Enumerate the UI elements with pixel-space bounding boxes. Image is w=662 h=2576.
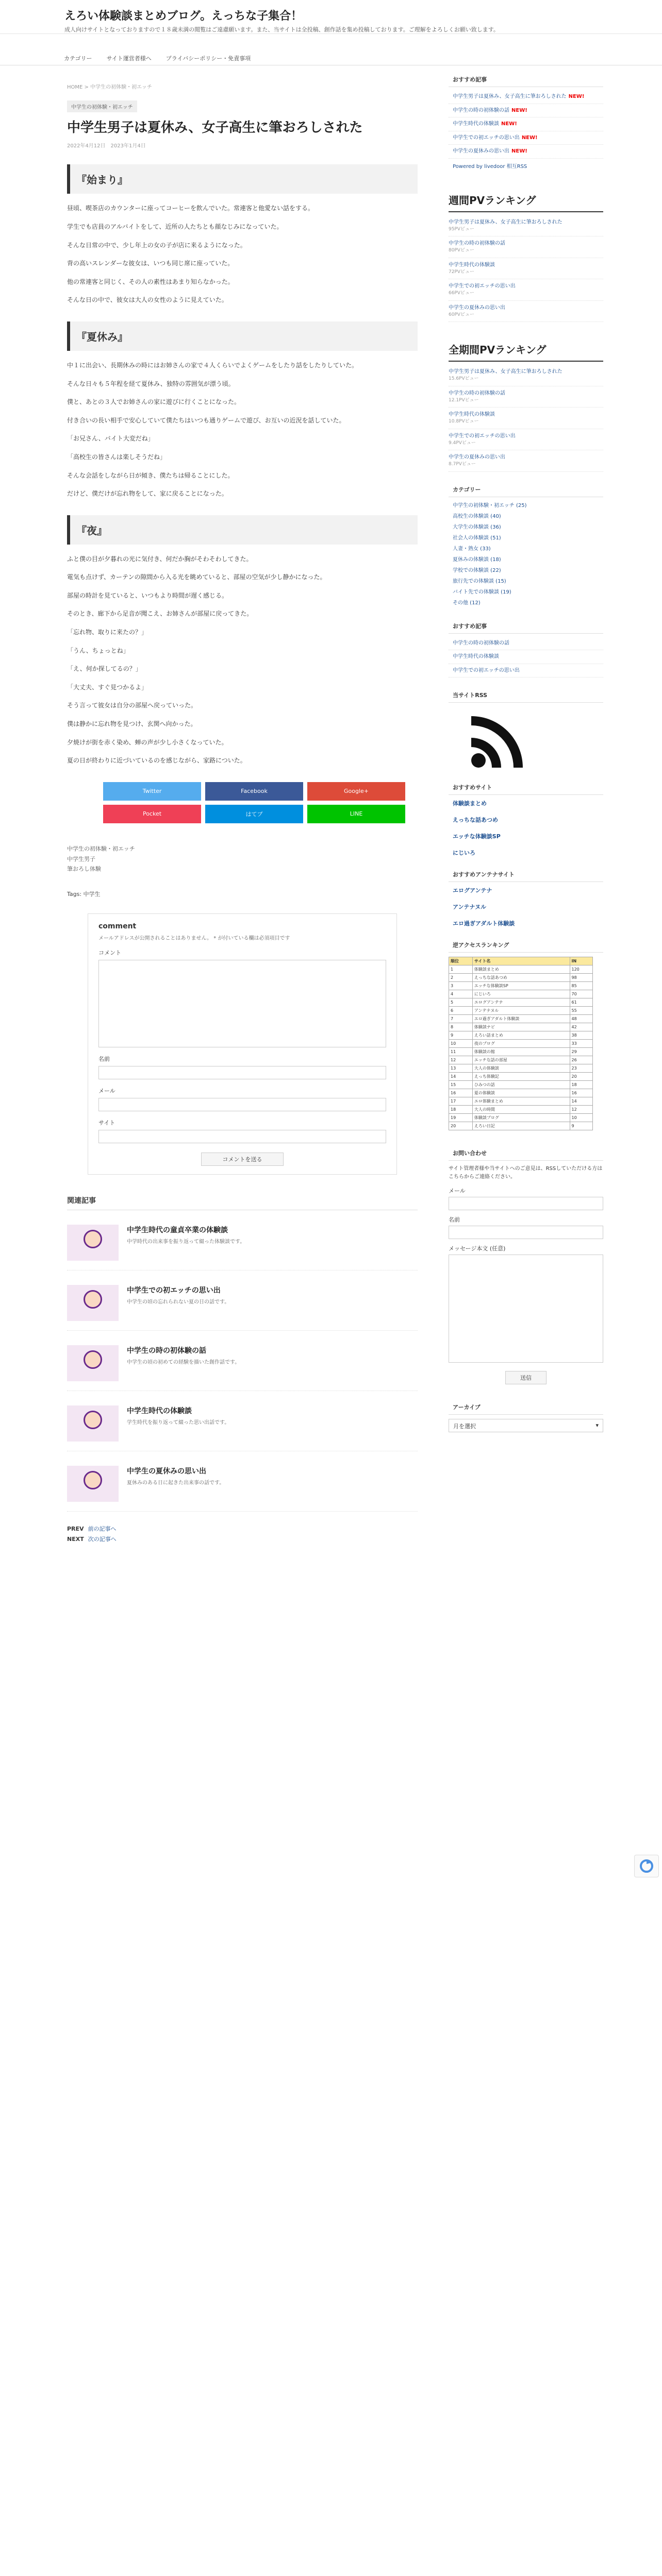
- all-ranking-list: [449, 365, 603, 472]
- share-buttons: [67, 782, 418, 823]
- paragraph: 付き合いの長い相手で安心していて僕たちはいつも通りゲームで遊び、お互いの近況を話していた。: [67, 416, 345, 424]
- ranking-pv: 12.1PVビュー: [449, 397, 479, 403]
- share-button-2[interactable]: [307, 782, 405, 801]
- section-heading: 『始まり』: [67, 164, 418, 194]
- form-send-button[interactable]: 送信: [505, 1371, 547, 1384]
- prev-link[interactable]: 前の記事へ: [88, 1526, 117, 1533]
- category-item[interactable]: 高校生の体験談 (40): [453, 513, 501, 519]
- table-cell[interactable]: エロ体験まとめ: [472, 1097, 570, 1106]
- category-item[interactable]: 大学生の体験談 (36): [453, 524, 501, 530]
- related-thumbnail: [67, 1405, 119, 1442]
- recommend2-item[interactable]: 中学生の時の初体験の話: [449, 637, 603, 651]
- table-cell[interactable]: えっちな話あつめ: [472, 974, 570, 982]
- paragraph: そのとき、廊下から足音が聞こえ、お姉さんが部屋に戻ってきた。: [67, 610, 253, 618]
- paragraph: だけど、僕だけが忘れ物をして、家に戻ることになった。: [67, 490, 228, 498]
- ranking-pv: 8.7PVビュー: [449, 462, 476, 467]
- site-link[interactable]: 体験談まとめ: [453, 800, 487, 807]
- table-cell: 2: [449, 974, 473, 982]
- ranking-item[interactable]: [449, 215, 603, 237]
- new-badge: NEW!: [511, 148, 527, 154]
- name-field[interactable]: [98, 1066, 386, 1079]
- ranking-pv: 95PVビュー: [449, 226, 475, 232]
- related-item[interactable]: [67, 1405, 418, 1451]
- table-cell: 17: [449, 1097, 473, 1106]
- comment-label: コメント: [98, 950, 121, 957]
- recommend2-list: [449, 637, 603, 678]
- related-heading: 関連記事: [67, 1195, 418, 1210]
- table-cell[interactable]: 夏の体験談: [472, 1089, 570, 1097]
- paragraph: そんな日常の中で、少し年上の女の子が店に来るようになった。: [67, 241, 246, 249]
- table-cell: 1: [449, 965, 473, 974]
- main-content: [67, 82, 418, 1545]
- antenna-link[interactable]: エログアンテナ: [453, 887, 492, 894]
- recommend-heading: おすすめ記事: [449, 72, 603, 87]
- table-cell: 120: [570, 965, 593, 974]
- share-button-0[interactable]: [103, 782, 201, 801]
- table-cell: IN: [570, 957, 593, 965]
- form-message-input[interactable]: [449, 1255, 603, 1363]
- recommend-item[interactable]: [449, 117, 603, 131]
- site-link[interactable]: にじいろ: [453, 850, 475, 856]
- global-nav: [0, 50, 662, 65]
- table-row: [449, 1056, 593, 1064]
- table-cell[interactable]: にじいろ: [472, 990, 570, 998]
- table-row: [449, 1073, 593, 1081]
- category-item[interactable]: 人妻・熟女 (33): [453, 546, 491, 552]
- table-row: [449, 982, 593, 990]
- table-row: [449, 1015, 593, 1023]
- email-label: メール: [98, 1088, 115, 1095]
- category-heading: カテゴリー: [449, 482, 603, 497]
- recommend-title: 中学生の夏休みの思い出: [453, 148, 509, 154]
- ranking-item[interactable]: [449, 429, 603, 451]
- recommend-title: 中学生男子は夏休み、女子高生に筆おろしされた: [453, 94, 567, 99]
- related-text: [127, 1285, 229, 1321]
- category-item[interactable]: バイト先での体験談 (19): [453, 589, 511, 595]
- related-item[interactable]: [67, 1345, 418, 1391]
- recommend2-item[interactable]: 中学生での初エッチの思い出: [449, 664, 603, 678]
- post-category-link[interactable]: 中学生の初体験・初エッチ: [67, 845, 135, 852]
- site-link[interactable]: エッチな体験談SP: [453, 833, 501, 840]
- post-body: [67, 164, 418, 766]
- comment-textarea[interactable]: [98, 960, 386, 1047]
- contact-note: サイト管理者様や当サイトへのご意見は、RSSしていただける方はこちらからご連絡ください。: [449, 1166, 603, 1180]
- ranking-title[interactable]: 中学生の時の初体験の話: [449, 241, 505, 246]
- table-cell: 55: [570, 1007, 593, 1015]
- ranking-title[interactable]: 中学生の時の初体験の話: [449, 390, 505, 396]
- table-cell: 16: [449, 1089, 473, 1097]
- related-thumbnail: [67, 1285, 119, 1321]
- category-item[interactable]: その他 (12): [453, 600, 481, 606]
- table-cell: 18: [449, 1106, 473, 1114]
- table-row: [449, 998, 593, 1007]
- paragraph: 「大丈夫、すぐ見つかるよ」: [67, 683, 148, 691]
- rss-icon[interactable]: [469, 713, 526, 770]
- form-name-input[interactable]: [449, 1226, 603, 1239]
- ranking-title[interactable]: 中学生時代の体験談: [449, 262, 495, 268]
- paragraph: 中１に出会い、長期休みの時にはお姉さんの家で４人くらいでよくゲームをしたり話をしたりしていた。: [67, 361, 358, 369]
- table-cell: 6: [449, 1007, 473, 1015]
- ranking-pv: 15.6PVビュー: [449, 376, 479, 381]
- table-row: [449, 965, 593, 974]
- category-item[interactable]: 旅行先での体験談 (15): [453, 578, 506, 584]
- table-cell: 19: [449, 1114, 473, 1122]
- thumbnail-illustration: [84, 1350, 102, 1369]
- related-title[interactable]: 中学生時代の体験談: [127, 1407, 192, 1416]
- share-button-4[interactable]: [205, 805, 303, 823]
- paragraph: そう言って彼女は自分の部屋へ戻っていった。: [67, 702, 197, 709]
- paragraph: そんな日の中で、彼女は大人の女性のように見えていた。: [67, 296, 228, 304]
- all-ranking-heading: 全期間PVランキング: [449, 337, 603, 362]
- paragraph: そんな日々も５年程を経て夏休み、独特の雰囲気が漂う頃。: [67, 380, 235, 387]
- table-cell[interactable]: 体験談まとめ: [472, 965, 570, 974]
- table-cell: 12: [570, 1106, 593, 1114]
- comment-form: [88, 913, 397, 1175]
- table-cell[interactable]: 大人の体験談: [472, 1064, 570, 1073]
- table-cell: 20: [570, 1073, 593, 1081]
- section-heading: 『夏休み』: [67, 321, 418, 351]
- form-email-label: メール: [449, 1188, 466, 1194]
- post-tags[interactable]: Tags: 中学生: [67, 891, 101, 898]
- recommend-title: 中学生の時の初体験の話: [453, 107, 509, 113]
- related-thumbnail: [67, 1225, 119, 1261]
- table-row: [449, 1114, 593, 1122]
- table-cell: 5: [449, 998, 473, 1007]
- ranking-pv: 10.8PVビュー: [449, 419, 479, 424]
- table-cell: 7: [449, 1015, 473, 1023]
- form-name-label: 名前: [449, 1216, 460, 1223]
- table-cell[interactable]: 体験談ブログ: [472, 1114, 570, 1122]
- comment-title: comment: [98, 922, 137, 931]
- category-item[interactable]: 社会人の体験談 (51): [453, 535, 501, 541]
- table-row: [449, 990, 593, 998]
- paragraph: 「え、何か探してるの？」: [67, 665, 142, 673]
- paragraph: そんな会話をしながら日が傾き、僕たちは帰ることにした。: [67, 471, 234, 479]
- section-body: [67, 554, 418, 767]
- email-field[interactable]: [98, 1098, 386, 1111]
- post-date: 2022年4月12日 2023年1月4日: [67, 143, 146, 149]
- thumbnail-illustration: [84, 1411, 102, 1429]
- prev-label: PREV: [67, 1526, 84, 1533]
- recommend-item[interactable]: [449, 145, 603, 159]
- access-ranking-table: [449, 957, 593, 1130]
- table-row: [449, 1023, 593, 1031]
- share-button-5[interactable]: [307, 805, 405, 823]
- powered-by[interactable]: [449, 159, 603, 173]
- archive-heading: アーカイブ: [449, 1400, 603, 1415]
- table-cell: 38: [570, 1031, 593, 1040]
- table-cell: 14: [570, 1097, 593, 1106]
- contact-heading: お問い合わせ: [449, 1146, 603, 1161]
- table-row: [449, 1064, 593, 1073]
- table-cell: 61: [570, 998, 593, 1007]
- site-description: 成人向けサイトとなっておりますので１８歳未満の閲覧はご遠慮願います。また、当サイトは全投稿、創作話を集め投稿しております。ご理解をよろしくお願い致します。: [64, 26, 499, 33]
- thumbnail-illustration: [84, 1290, 102, 1309]
- post-category-link[interactable]: 中学生男子: [67, 855, 95, 862]
- recommend2-item[interactable]: 中学生時代の体験談: [449, 650, 603, 664]
- table-cell: 3: [449, 982, 473, 990]
- table-cell[interactable]: 体験談の館: [472, 1048, 570, 1056]
- related-title[interactable]: 中学生の夏休みの思い出: [127, 1467, 206, 1476]
- archive-select-value: 月を選択: [453, 1423, 476, 1430]
- ranking-item[interactable]: [449, 386, 603, 408]
- related-text: [127, 1466, 224, 1502]
- related-excerpt: 学生時代を振り返って綴った思い出話です。: [127, 1420, 230, 1426]
- section-heading: 『夜』: [67, 515, 418, 545]
- nav-item-privacy[interactable]: プライバシーポリシー・免責事項: [166, 55, 251, 62]
- related-item[interactable]: [67, 1285, 418, 1331]
- breadcrumb[interactable]: HOME > 中学生の初体験・初エッチ: [67, 84, 152, 90]
- antenna-list: [449, 882, 603, 931]
- share-button-label: Google+: [343, 788, 369, 795]
- chevron-down-icon: ▾: [595, 1422, 599, 1429]
- table-cell[interactable]: 体験談ナビ: [472, 1023, 570, 1031]
- rss-heading: 当サイトRSS: [449, 688, 603, 703]
- related-text: [127, 1405, 229, 1442]
- share-button-label: LINE: [350, 810, 363, 818]
- recommend-list: [449, 90, 603, 159]
- category-item[interactable]: 学校での体験談 (22): [453, 567, 501, 573]
- table-cell: 11: [449, 1048, 473, 1056]
- table-cell: 8: [449, 1023, 473, 1031]
- related-text: [127, 1225, 245, 1261]
- table-cell: 14: [449, 1073, 473, 1081]
- related-title[interactable]: 中学生の時の初体験の話: [127, 1347, 206, 1355]
- category-list: [449, 500, 603, 608]
- thumbnail-illustration: [84, 1230, 102, 1248]
- ranking-title[interactable]: 中学生の夏休みの思い出: [449, 304, 505, 311]
- new-badge: NEW!: [568, 94, 585, 99]
- table-cell: 70: [570, 990, 593, 998]
- table-cell: 4: [449, 990, 473, 998]
- table-cell: 33: [570, 1040, 593, 1048]
- form-message-label: メッセージ本文 (任意): [449, 1245, 506, 1252]
- ranking-pv: 9.4PVビュー: [449, 440, 476, 446]
- table-row: [449, 974, 593, 982]
- sidebar: [449, 72, 603, 1432]
- site-label: サイト: [98, 1120, 115, 1127]
- ranking-item[interactable]: [449, 408, 603, 429]
- table-cell[interactable]: エッチな体験談SP: [472, 982, 570, 990]
- ranking-item[interactable]: [449, 279, 603, 301]
- ranking-pv: 80PVビュー: [449, 248, 475, 253]
- ranking-title[interactable]: 中学生男子は夏休み、女子高生に筆おろしされた: [449, 369, 562, 375]
- antenna-link[interactable]: エロ過ぎアダルト体験談: [453, 920, 515, 927]
- table-cell[interactable]: エッチな話の部屋: [472, 1056, 570, 1064]
- table-cell[interactable]: アンテナヌル: [472, 1007, 570, 1015]
- post-category-label[interactable]: 中学生の初体験・初エッチ: [67, 100, 137, 112]
- recommend-item[interactable]: [449, 131, 603, 145]
- table-cell: 20: [449, 1122, 473, 1130]
- table-cell[interactable]: 夜のブログ: [472, 1040, 570, 1048]
- ranking-title[interactable]: 中学生での初エッチの思い出: [449, 433, 516, 439]
- nav-item-operators[interactable]: サイト運営者様へ: [106, 55, 152, 62]
- table-cell[interactable]: えろい日記: [472, 1122, 570, 1130]
- recommend-item[interactable]: [449, 90, 603, 104]
- next-link[interactable]: 次の記事へ: [88, 1536, 117, 1543]
- weekly-ranking-list: [449, 215, 603, 323]
- table-cell: 16: [570, 1089, 593, 1097]
- related-item[interactable]: [67, 1466, 418, 1512]
- paragraph: 学生でも店員のアルバイトをして、近所の人たちとも顔なじみになっていた。: [67, 223, 283, 230]
- paragraph: ふと僕の目が夕暮れの光に気付き、何だか胸がそわそわしてきた。: [67, 555, 253, 563]
- table-cell[interactable]: 大人の時間: [472, 1106, 570, 1114]
- ranking-title[interactable]: 中学生時代の体験談: [449, 412, 495, 417]
- table-cell: 9: [570, 1122, 593, 1130]
- nav-item-category[interactable]: カテゴリー: [64, 55, 92, 62]
- paragraph: 「お兄さん、バイト大変だね」: [67, 435, 154, 443]
- ranking-title[interactable]: 中学生の夏休みの思い出: [449, 454, 505, 460]
- table-row: [449, 1122, 593, 1130]
- site-title[interactable]: えろい体験談まとめブログ。えっちな子集合！: [64, 10, 303, 23]
- table-cell[interactable]: えっち体験記: [472, 1073, 570, 1081]
- paragraph: 背の高いスレンダーな彼女は、いつも同じ席に座っていた。: [67, 260, 234, 267]
- related-text: [127, 1345, 240, 1381]
- related-title[interactable]: 中学生での初エッチの思い出: [127, 1286, 221, 1295]
- new-badge: NEW!: [501, 121, 517, 127]
- table-row: [449, 1048, 593, 1056]
- sites-heading: おすすめサイト: [449, 780, 603, 795]
- related-excerpt: 中学生の頃の忘れられない夏の日の話です。: [127, 1299, 230, 1306]
- share-button-label: Pocket: [142, 810, 162, 818]
- paragraph: 電気も点けず、カーテンの隙間から入る光を眺めていると、部屋の空気が少し静かになった。: [67, 573, 326, 581]
- ranking-pv: 72PVビュー: [449, 269, 475, 275]
- paragraph: 部屋の時計を見ていると、いつもより時間が遅く感じる。: [67, 591, 228, 599]
- ranking-pv: 66PVビュー: [449, 291, 475, 296]
- table-row: [449, 1106, 593, 1114]
- antenna-heading: おすすめアンテナサイト: [449, 867, 603, 882]
- recommend2-heading: おすすめ記事: [449, 619, 603, 634]
- table-cell: 98: [570, 974, 593, 982]
- ranking-item[interactable]: [449, 450, 603, 472]
- sites-list: [449, 795, 603, 861]
- paragraph: 「高校生の皆さんは楽しそうだね」: [67, 453, 167, 461]
- paragraph: 僕は静かに忘れ物を見つけ、玄関へ向かった。: [67, 720, 197, 728]
- related-list: [67, 1225, 418, 1512]
- share-button-1[interactable]: [205, 782, 303, 801]
- paragraph: 昼頃、喫茶店のカウンターに座ってコーヒーを飲んでいた。常連客と他愛ない話をする。: [67, 205, 315, 212]
- paragraph: 夕焼けが街を赤く染め、蝉の声が少し小さくなっていた。: [67, 738, 228, 746]
- table-cell: 12: [449, 1056, 473, 1064]
- weekly-ranking-heading: 週間PVランキング: [449, 188, 603, 212]
- paragraph: 「忘れ物、取りに来たの？」: [67, 629, 148, 636]
- related-excerpt: 中学時代の出来事を振り返って綴った体験談です。: [127, 1239, 245, 1245]
- related-thumbnail: [67, 1345, 119, 1381]
- related-excerpt: 夏休みのある日に起きた出来事の話です。: [127, 1480, 225, 1486]
- ranking-title[interactable]: 中学生男子は夏休み、女子高生に筆おろしされた: [449, 219, 562, 225]
- new-badge: NEW!: [521, 134, 538, 141]
- powered-link[interactable]: Powered by livedoor 相互RSS: [453, 163, 527, 170]
- post-title: 中学生男子は夏休み、女子高生に筆おろしされた: [67, 120, 363, 135]
- table-cell: 42: [570, 1023, 593, 1031]
- prev-next: [67, 1524, 418, 1545]
- ranking-item[interactable]: [449, 301, 603, 323]
- comment-submit-button[interactable]: コメントを送る: [201, 1153, 284, 1166]
- table-cell: 26: [570, 1056, 593, 1064]
- table-cell: 15: [449, 1081, 473, 1089]
- post-categories: [67, 844, 418, 874]
- table-cell[interactable]: エロ過ぎアダルト体験談: [472, 1015, 570, 1023]
- post-category-link[interactable]: 筆おろし体験: [67, 866, 101, 873]
- ranking-title[interactable]: 中学生での初エッチの思い出: [449, 283, 516, 289]
- paragraph: 他の常連客と同じく、その人の素性はあまり知らなかった。: [67, 278, 234, 285]
- recommend-title: 中学生での初エッチの思い出: [453, 134, 520, 141]
- table-cell[interactable]: ひみつの話: [472, 1081, 570, 1089]
- recaptcha-icon: [639, 1859, 654, 1873]
- paragraph: 夏の日が終わりに近づいているのを感じながら、家路についた。: [67, 757, 246, 765]
- table-row: [449, 1040, 593, 1048]
- name-label: 名前: [98, 1056, 110, 1063]
- thumbnail-illustration: [84, 1471, 102, 1489]
- table-row: [449, 1081, 593, 1089]
- recaptcha-badge[interactable]: [634, 1855, 659, 1877]
- site-field[interactable]: [98, 1130, 386, 1143]
- antenna-link[interactable]: アンテナヌル: [453, 904, 487, 910]
- related-item[interactable]: [67, 1225, 418, 1270]
- table-cell[interactable]: エログアンテナ: [472, 998, 570, 1007]
- archive-select[interactable]: [449, 1419, 603, 1432]
- next-label: NEXT: [67, 1536, 84, 1543]
- table-cell: 85: [570, 982, 593, 990]
- form-email-input[interactable]: [449, 1197, 603, 1210]
- table-row: [449, 1089, 593, 1097]
- site-link[interactable]: えっちな話あつめ: [453, 817, 498, 823]
- share-button-label: Twitter: [142, 788, 162, 795]
- table-cell: 18: [570, 1081, 593, 1089]
- category-item[interactable]: 中学生の初体験・初エッチ (25): [453, 502, 527, 509]
- share-button-label: はてブ: [245, 810, 263, 818]
- table-cell[interactable]: えろい話まとめ: [472, 1031, 570, 1040]
- table-header-row: [449, 957, 593, 965]
- section-body: [67, 203, 418, 306]
- table-row: [449, 1097, 593, 1106]
- recommend-item[interactable]: [449, 104, 603, 118]
- paragraph: 「うん、ちょっとね」: [67, 647, 129, 654]
- table-row: [449, 1007, 593, 1015]
- table-cell: 順位: [449, 957, 473, 965]
- new-badge: NEW!: [511, 107, 527, 113]
- ranking-item[interactable]: [449, 258, 603, 280]
- table-row: [449, 1031, 593, 1040]
- share-button-3[interactable]: [103, 805, 201, 823]
- paragraph: 僕と、あとの３人でお姉さんの家に遊びに行くことになった。: [67, 398, 241, 406]
- table-cell: 29: [570, 1048, 593, 1056]
- comment-note: メールアドレスが公開されることはありません。 * が付いている欄は必須項目です: [98, 936, 290, 942]
- site-header: [0, 0, 662, 34]
- table-cell: 23: [570, 1064, 593, 1073]
- table-cell: 48: [570, 1015, 593, 1023]
- table-cell: 10: [449, 1040, 473, 1048]
- table-cell: サイト名: [472, 957, 570, 965]
- share-button-label: Facebook: [241, 788, 268, 795]
- related-thumbnail: [67, 1466, 119, 1502]
- ranking-pv: 60PVビュー: [449, 312, 475, 317]
- related-excerpt: 中学生の頃の初めての経験を描いた創作話です。: [127, 1360, 240, 1366]
- category-item[interactable]: 夏休みの体験談 (18): [453, 556, 501, 563]
- table-cell: 10: [570, 1114, 593, 1122]
- ranking-item[interactable]: [449, 236, 603, 258]
- table-cell: 13: [449, 1064, 473, 1073]
- ranking-item[interactable]: [449, 365, 603, 386]
- section-body: [67, 360, 418, 500]
- access-ranking-heading: 逆アクセスランキング: [449, 938, 603, 953]
- table-cell: 9: [449, 1031, 473, 1040]
- related-title[interactable]: 中学生時代の童貞卒業の体験談: [127, 1226, 228, 1235]
- recommend-title: 中学生時代の体験談: [453, 121, 499, 127]
